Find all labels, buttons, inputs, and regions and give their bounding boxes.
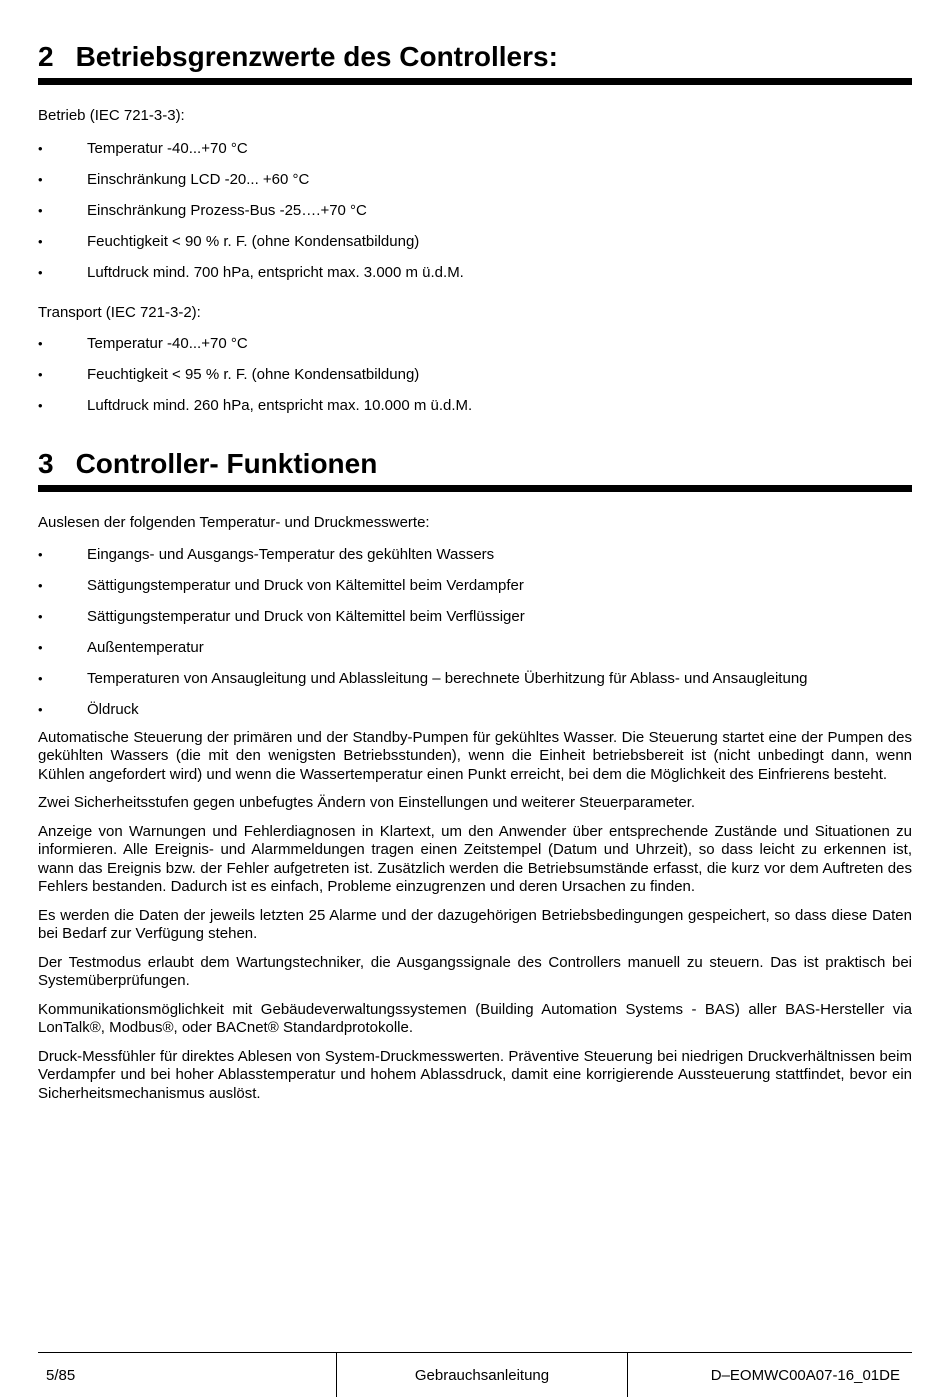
section-2-heading [38,40,912,85]
section-3-intro: Auslesen der folgenden Temperatur- und Druckmesswerte: [38,514,430,531]
list-item: • Luftdruck mind. 700 hPa, entspricht max. 3.000 m ü.d.M. [38,264,912,282]
list-item: • Einschränkung LCD -20... +60 °C [38,171,912,189]
transport-heading: Transport (IEC 721-3-2): [38,303,201,321]
list-item: • Temperatur -40...+70 °C [38,140,912,158]
document-page [38,0,912,1103]
page-number: 5/85 [46,1366,76,1384]
list-item: • Temperatur -40...+70 °C [38,335,912,353]
list-item: • Sättigungstemperatur und Druck von Kältemittel beim Verflüssiger [38,608,912,626]
paragraph: Druck-Messfühler für direktes Ablesen von System-Druckmesswerten. Präventive Steuerung bei niedrigen Druckverhältnissen beim Verdampfer und bei hoher Ablasstemperatur und hohem Ablassdruck, damit eine korrigierende Aussteuerung stattfindet, bevor ein Sicherheitsmechanismus auslöst. [38,1047,912,1102]
paragraph: Kommunikationsmöglichkeit mit Gebäudeverwaltungssystemen (Building Automation Systems - BAS) aller BAS-Hersteller via LonTalk®, Modbus®, oder BACnet® Standardprotokolle. [38,1000,912,1036]
list-item: • Feuchtigkeit < 95 % r. F. (ohne Kondensatbildung) [38,366,912,384]
list-item: • Feuchtigkeit < 90 % r. F. (ohne Kondensatbildung) [38,233,912,251]
document-type: Gebrauchsanleitung [336,1353,627,1397]
list-item: • Eingangs- und Ausgangs-Temperatur des gekühlten Wassers [38,546,912,564]
list-item: • Öldruck [38,701,912,719]
operation-list [38,140,912,282]
list-item: • Sättigungstemperatur und Druck von Kältemittel beim Verdampfer [38,577,912,595]
operation-heading: Betrieb (IEC 721-3-3): [38,107,185,124]
list-item: • Außentemperatur [38,639,912,657]
section-3-number: 3 [38,448,54,479]
list-item: • Luftdruck mind. 260 hPa, entspricht max. 10.000 m ü.d.M. [38,397,912,415]
paragraph: Zwei Sicherheitsstufen gegen unbefugtes Ändern von Einstellungen und weiterer Steuerparameter. [38,794,696,811]
document-code: D–EOMWC00A07-16_01DE [627,1353,912,1397]
page-footer [38,1352,912,1397]
paragraph: Automatische Steuerung der primären und der Standby-Pumpen für gekühltes Wasser. Die Steuerung startet eine der Pumpen des gekühlten Wassers (die mit den wenigsten Betriebsstunden), wenn die Einheit betriebsbereit ist (nicht unbedingt dann, wenn Kühlen angefordert wird) und wenn die Wassertemperatur einen Punkt erreicht, bei dem die Möglichkeit des Einfrierens besteht. [38,728,912,783]
transport-list [38,335,912,415]
paragraph: Es werden die Daten der jeweils letzten 25 Alarme und der dazugehörigen Betriebsbedingungen gespeichert, so dass diese Daten bei Bedarf zur Verfügung stehen. [38,906,912,942]
measurements-list [38,546,912,719]
section-3-heading [38,447,912,492]
section-2-number: 2 [38,41,54,72]
list-item: • Temperaturen von Ansaugleitung und Ablassleitung – berechnete Überhitzung für Ablass- und Ansaugleitung [38,670,912,688]
section-3-title: Controller- Funktionen [75,448,378,479]
section-2-title: Betriebsgrenzwerte des Controllers: [75,41,558,72]
list-item: • Einschränkung Prozess-Bus -25….+70 °C [38,202,912,220]
paragraph: Anzeige von Warnungen und Fehlerdiagnosen in Klartext, um den Anwender über entsprechende Zustände und Situationen zu informieren. Alle Ereignis- und Alarmmeldungen tragen einen Zeitstempel (Datum und Uhrzeit), so dass leicht zu erkennen ist, wann das Ereignis bzw. der Fehler aufgetreten ist. Zusätzlich werden die Betriebsumstände erfasst, die kurz vor dem Auftreten des Fehlers bestanden. Dadurch ist es einfach, Probleme einzugrenzen und deren Ursachen zu finden. [38,822,912,895]
paragraph: Der Testmodus erlaubt dem Wartungstechniker, die Ausgangssignale des Controllers manuell zu steuern. Das ist praktisch bei Systemüberprüfungen. [38,953,912,989]
